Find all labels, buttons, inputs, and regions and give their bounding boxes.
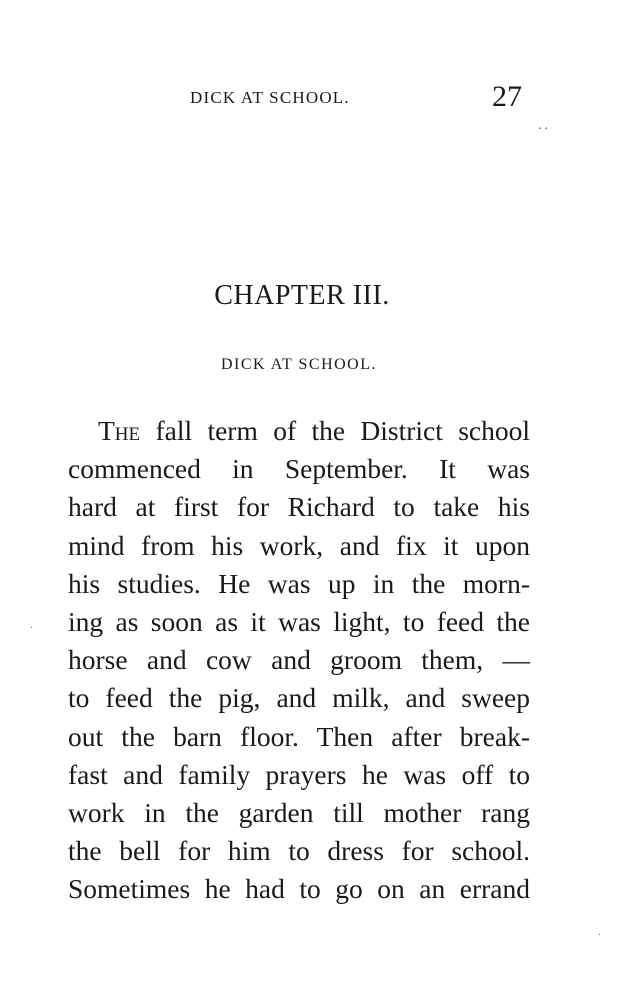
drop-word: The [98, 415, 141, 446]
text-line: the bell for him to dress for school. [68, 835, 530, 867]
page-number: 27 [492, 80, 522, 113]
text-line: horse and cow and groom them, — [68, 644, 530, 676]
text-line: commenced in September. It was [68, 453, 530, 485]
chapter-title: CHAPTER III. [214, 280, 390, 311]
text-line: to feed the pig, and milk, and sweep [68, 682, 530, 714]
text-line: work in the garden till mother rang [68, 796, 530, 828]
edge-speck: · [598, 930, 602, 941]
text-line: mind from his work, and fix it upon [68, 529, 530, 561]
text-line: his studies. He was up in the morn- [68, 567, 530, 599]
text-line [68, 412, 530, 450]
text-line: ing as soon as it was light, to feed the [68, 605, 530, 637]
edge-speck: · [30, 623, 34, 634]
text-line-content: fall term of the District school [140, 415, 530, 446]
body-paragraph [68, 412, 530, 908]
text-line: hard at first for Richard to take his [68, 491, 530, 523]
chapter-subtitle: DICK AT SCHOOL. [221, 356, 377, 373]
text-line: fast and family prayers he was off to [68, 758, 530, 790]
print-specks: .. [538, 118, 551, 133]
running-head: DICK AT SCHOOL. [190, 88, 350, 107]
text-line: Sometimes he had to go on an errand [68, 873, 530, 905]
text-line: out the barn floor. Then after break- [68, 720, 530, 752]
